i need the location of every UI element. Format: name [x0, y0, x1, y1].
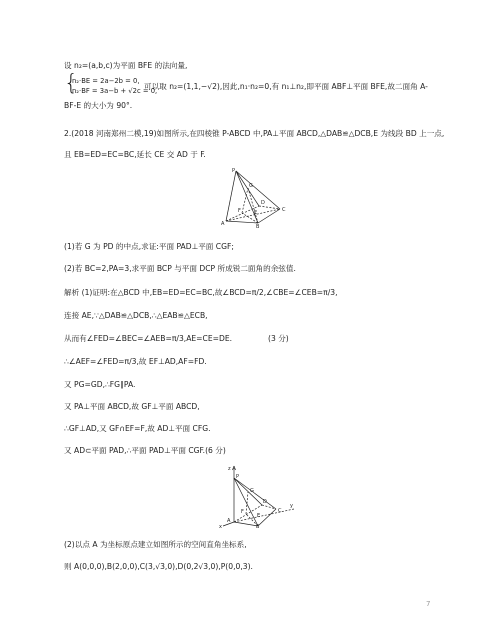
label-d: D [263, 499, 267, 505]
text-line: 设 n₂=(a,b,c)为平面 BFE 的法向量, [64, 61, 188, 70]
label-b: B [256, 224, 260, 228]
question-line: (1)若 G 为 PD 的中点,求证:平面 PAD⊥平面 CGF; [64, 242, 234, 251]
equation-line: n₂·BF = 3a−b + √2c = 0, [72, 87, 158, 95]
label-c: C [278, 508, 282, 514]
solution-line: 解析 (1)证明:在△BCD 中,EB=ED=EC=BC,故∠BCD=π/2,∠CBE=∠CEB=π/3, [64, 288, 338, 297]
question-line: (2)若 BC=2,PA=3,求平面 BCP 与平面 DCP 所成锐二面角的余弦值. [64, 264, 296, 273]
label-p: P [232, 168, 236, 174]
question-line: 且 EB=ED=EC=BC,延长 CE 交 AD 于 F. [64, 150, 206, 159]
label-b: B [256, 524, 260, 528]
equation-line: n₂·BE = 2a−2b = 0, [72, 77, 140, 85]
solution-line: 连接 AE,∵△DAB≌△DCB,∴△EAB≌△ECB, [64, 311, 208, 320]
solution-line: ∴GF⊥AD,又 GF∩EF=F,故 AD⊥平面 CFG. [64, 424, 211, 433]
label-f: F [241, 509, 244, 515]
label-g: G [249, 183, 253, 189]
label-c: C [282, 207, 286, 213]
label-f: F [238, 208, 241, 214]
coordinate-figure [216, 462, 298, 528]
label-e: E [257, 513, 261, 519]
score-note: (3 分) [268, 334, 289, 343]
label-e: E [254, 210, 258, 216]
label-a: A [221, 221, 225, 227]
solution-line: 又 AD⊂平面 PAD,∴平面 PAD⊥平面 CGF.(6 分) [64, 446, 226, 455]
question-line: 2.(2018 河南郑州二模,19)如图所示,在四棱锥 P-ABCD 中,PA⊥平面 ABCD,△DAB≌△DCB,E 为线段 BD 上一点, [64, 129, 445, 138]
solution-line: ∴∠AEF=∠FED=π/3,故 EF⊥AD,AF=FD. [64, 357, 207, 366]
solution-line: 又 PG=GD,∴FG∥PA. [64, 380, 136, 389]
solution-line: (2)以点 A 为坐标原点建立如图所示的空间直角坐标系, [64, 540, 247, 549]
text-line: BF-E 的大小为 90°. [64, 101, 133, 110]
axis-label-x: x [219, 524, 222, 528]
brace-symbol: { [64, 71, 78, 96]
label-g: G [250, 488, 254, 494]
page-number: 7 [426, 600, 431, 608]
axis-label-y: y [290, 503, 293, 509]
label-a: A [227, 518, 231, 524]
equation-system [64, 71, 158, 96]
solution-line: 从而有∠FED=∠BEC=∠AEB=π/3,AE=CE=DE. [64, 334, 233, 343]
axis-label-z: z [228, 466, 231, 472]
label-p: P [236, 474, 240, 480]
solution-line: 又 PA⊥平面 ABCD,故 GF⊥平面 ABCD, [64, 402, 200, 411]
text-line: 可以取 n₂=(1,1,−√2),因此,n₁·n₂=0,有 n₁⊥n₂,即平面 ABF⊥平面 BFE,故二面角 A- [144, 82, 428, 91]
label-d: D [261, 200, 265, 206]
solution-line: 则 A(0,0,0),B(2,0,0),C(3,√3,0),D(0,2√3,0),P(0,0,3). [64, 562, 253, 571]
pyramid-figure [214, 166, 290, 228]
